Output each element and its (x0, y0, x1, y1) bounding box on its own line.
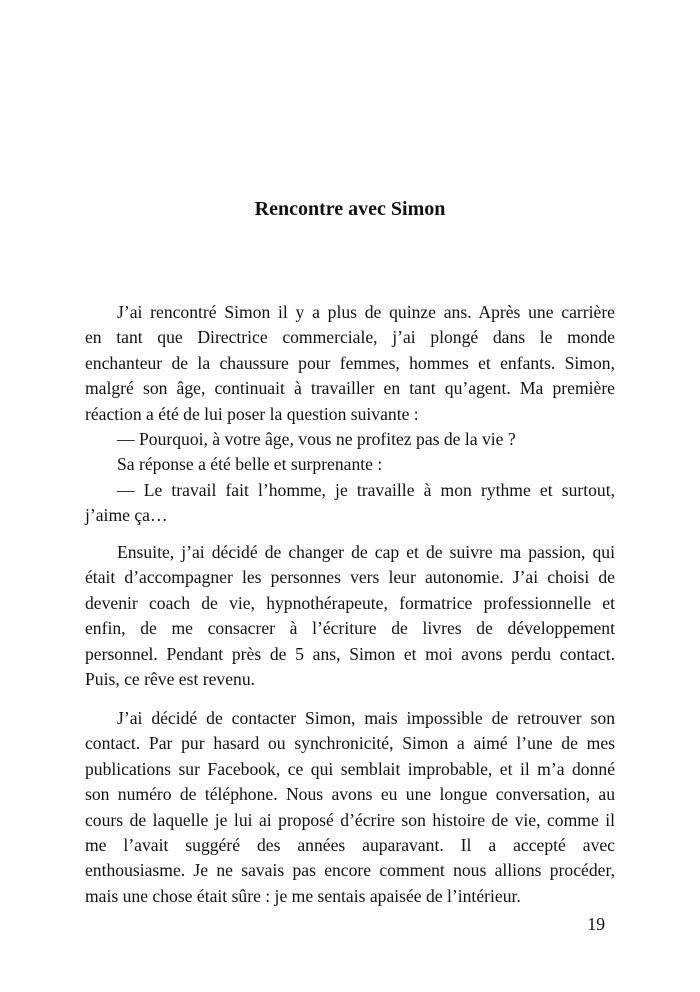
text-line: Sa réponse a été belle et surprenante : (117, 454, 383, 475)
text-line: — Pourquoi, à votre âge, vous ne profitez pas de la vie ? (117, 428, 516, 449)
page-number: 19 (587, 914, 605, 934)
text-line: devenir coach de vie, hypnothérapeute, formatrice professionnelle et (85, 592, 615, 613)
text-line: j’aime ça… (85, 505, 168, 526)
text-line: cours de laquelle je lui ai proposé d’écrire son histoire de vie, comme il (85, 809, 615, 830)
text-line: Puis, ce rêve est revenu. (85, 668, 256, 689)
text-line: enthousiasme. Je ne savais pas encore comment nous allions procéder, (85, 860, 615, 881)
text-line: était d’accompagner les personnes vers leur autonomie. J’ai choisi de (85, 567, 615, 588)
text-line: mais une chose était sûre : je me sentais apaisée de l’intérieur. (85, 885, 521, 906)
text-line: malgré son âge, continuait à travailler en tant qu’agent. Ma première (85, 378, 615, 399)
text-line: enfin, de me consacrer à l’écriture de livres de développement (85, 618, 615, 639)
paragraph-2 (85, 540, 615, 692)
text-line: publications sur Facebook, ce qui semblait improbable, et il m’a donné (85, 758, 615, 779)
text-line: J’ai rencontré Simon il y a plus de quinze ans. Après une carrière (117, 302, 615, 322)
text-line: enchanteur de la chaussure pour femmes, hommes et enfants. Simon, (85, 352, 615, 373)
text-line: personnel. Pendant près de 5 ans, Simon et moi avons perdu contact. (85, 643, 615, 664)
paragraph-1 (85, 300, 615, 529)
text-line: J’ai décidé de contacter Simon, mais impossible de retrouver son (117, 708, 615, 728)
text-line: contact. Par pur hasard ou synchronicité, Simon a aimé l’une de mes (85, 733, 615, 754)
text-line: me l’avait suggéré des années auparavant. Il a accepté avec (85, 834, 615, 855)
chapter-title: Rencontre avec Simon (254, 198, 446, 220)
text-line: en tant que Directrice commerciale, j’ai plongé dans le monde (85, 327, 615, 348)
paragraph-3 (85, 706, 615, 909)
text-line: Ensuite, j’ai décidé de changer de cap et de suivre ma passion, qui (117, 542, 615, 562)
text-line: son numéro de téléphone. Nous avons eu une longue conversation, au (85, 784, 615, 805)
text-line: réaction a été de lui poser la question suivante : (85, 403, 419, 424)
text-line: — Le travail fait l’homme, je travaille à mon rythme et surtout, (117, 479, 615, 500)
